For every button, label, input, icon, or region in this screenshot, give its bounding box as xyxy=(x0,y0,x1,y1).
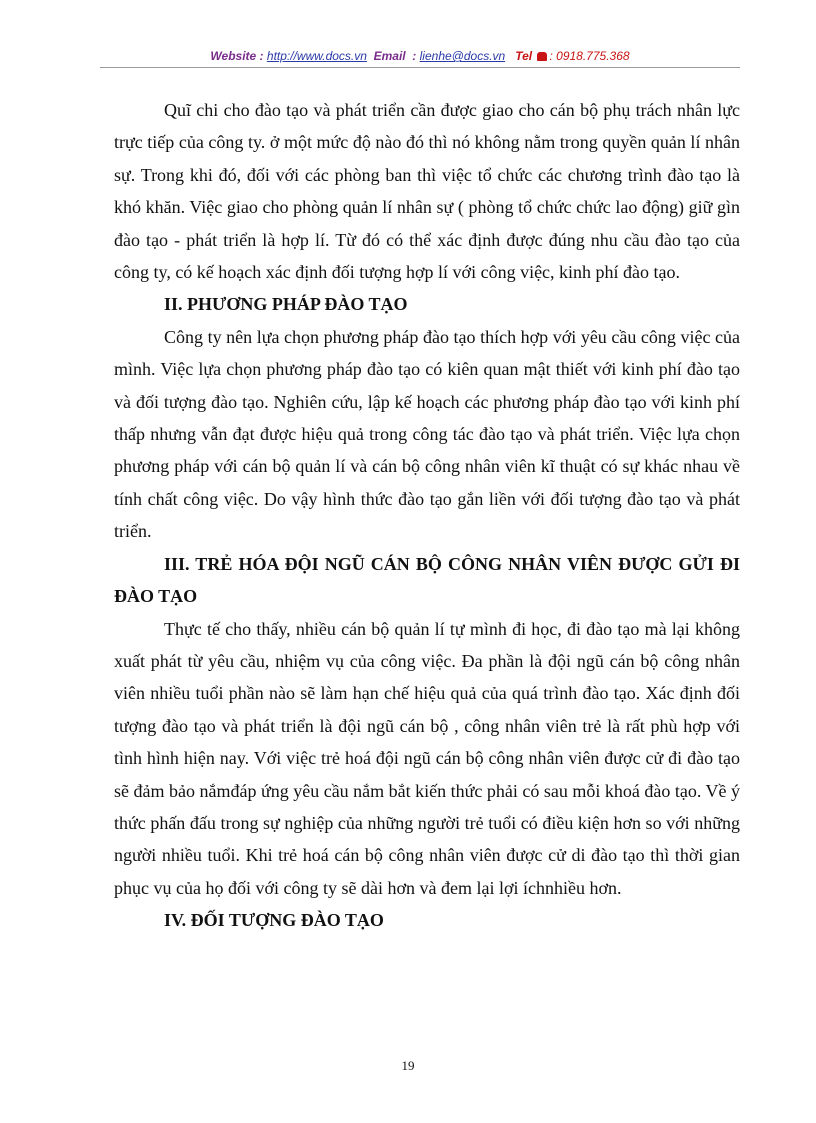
website-link[interactable]: http://www.docs.vn xyxy=(266,49,367,63)
website-label: Website : xyxy=(210,49,264,63)
email-separator: : xyxy=(412,49,417,63)
email-label: Email xyxy=(373,49,406,63)
page-number: 19 xyxy=(401,1058,415,1073)
heading-training-subjects: IV. ĐỐI TƯỢNG ĐÀO TẠO xyxy=(164,910,384,931)
paragraph-training-methods: Công ty nên lựa chọn phương pháp đào tạo thích hợp với yêu cầu công việc của mình. Việc lựa chọn phương pháp đào tạo có kiên quan mật thiết với kinh phí đào tạo và đối tượng đào tạo. Nghiên cứu, lập kế hoạch các phương pháp đào tạo với kinh phí thấp nhưng vẫn đạt được hiệu quả trong công tác đào tạo và phát triển. Việc lựa chọn phương pháp với cán bộ quản lí và cán bộ công nhân viên kĩ thuật có sự khác nhau về tính chất công việc. Do vậy hình thức đào tạo gắn liền với đối tượng đào tạo và phát triển. xyxy=(114,326,740,542)
paragraph-training-fund: Quĩ chi cho đào tạo và phát triển cần được giao cho cán bộ phụ trách nhân lực trực tiếp của công ty. ở một mức độ nào đó thì nó không nằm trong quyền quản lí nhân sự. Trong khi đó, đối với các phòng ban thì việc tổ chức các chương trình đào tạo là khó khăn. Việc giao cho phòng quản lí nhân sự ( phòng tổ chức chức lao động) giữ gìn đào tạo - phát triển là hợp lí. Từ đó có thể xác định được đúng nhu cầu đào tạo của công ty, có kế hoạch xác định đối tượng hợp lí với công việc, kinh phí đào tạo. xyxy=(114,100,740,283)
tel-number: : 0918.775.368 xyxy=(549,49,630,63)
heading-training-methods: II. PHƯƠNG PHÁP ĐÀO TẠO xyxy=(164,294,408,315)
heading-youth-staff: III. TRẺ HÓA ĐỘI NGŨ CÁN BỘ CÔNG NHÂN VIÊN ĐƯỢC GỬI ĐI ĐÀO TẠO xyxy=(114,553,740,607)
paragraph-youth-staff: Thực tế cho thấy, nhiều cán bộ quản lí tự mình đi học, đi đào tạo mà lại không xuất phát từ yêu cầu, nhiệm vụ của công việc. Đa phần là đội ngũ cán bộ công nhân viên nhiều tuổi phần nào sẽ làm hạn chế hiệu quả của quá trình đào tạo. Xác định đối tượng đào tạo và phát triển là đội ngũ cán bộ , công nhân viên trẻ là rất phù hợp với tình hình hiện nay. Với việc trẻ hoá đội ngũ cán bộ công nhân viên được cử đi đào tạo sẽ đảm bảo nắmđáp ứng yêu cầu nắm bắt kiến thức phải có sau mỗi khoá đào tạo. Về ý thức phấn đấu trong sự nghiệp của những người trẻ tuổi có điều kiện hơn so với những người nhiều tuổi. Khi trẻ hoá cán bộ công nhân viên được cử di đào tạo thì thời gian phục vụ của họ đối với công ty sẽ dài hơn và đem lại lợi íchnhiều hơn. xyxy=(114,618,741,898)
tel-label: Tel xyxy=(515,49,533,63)
phone-icon xyxy=(537,52,547,61)
email-link[interactable]: lienhe@docs.vn xyxy=(419,49,506,63)
document-body xyxy=(114,94,740,937)
page-header xyxy=(100,47,740,69)
header-divider xyxy=(100,67,740,68)
